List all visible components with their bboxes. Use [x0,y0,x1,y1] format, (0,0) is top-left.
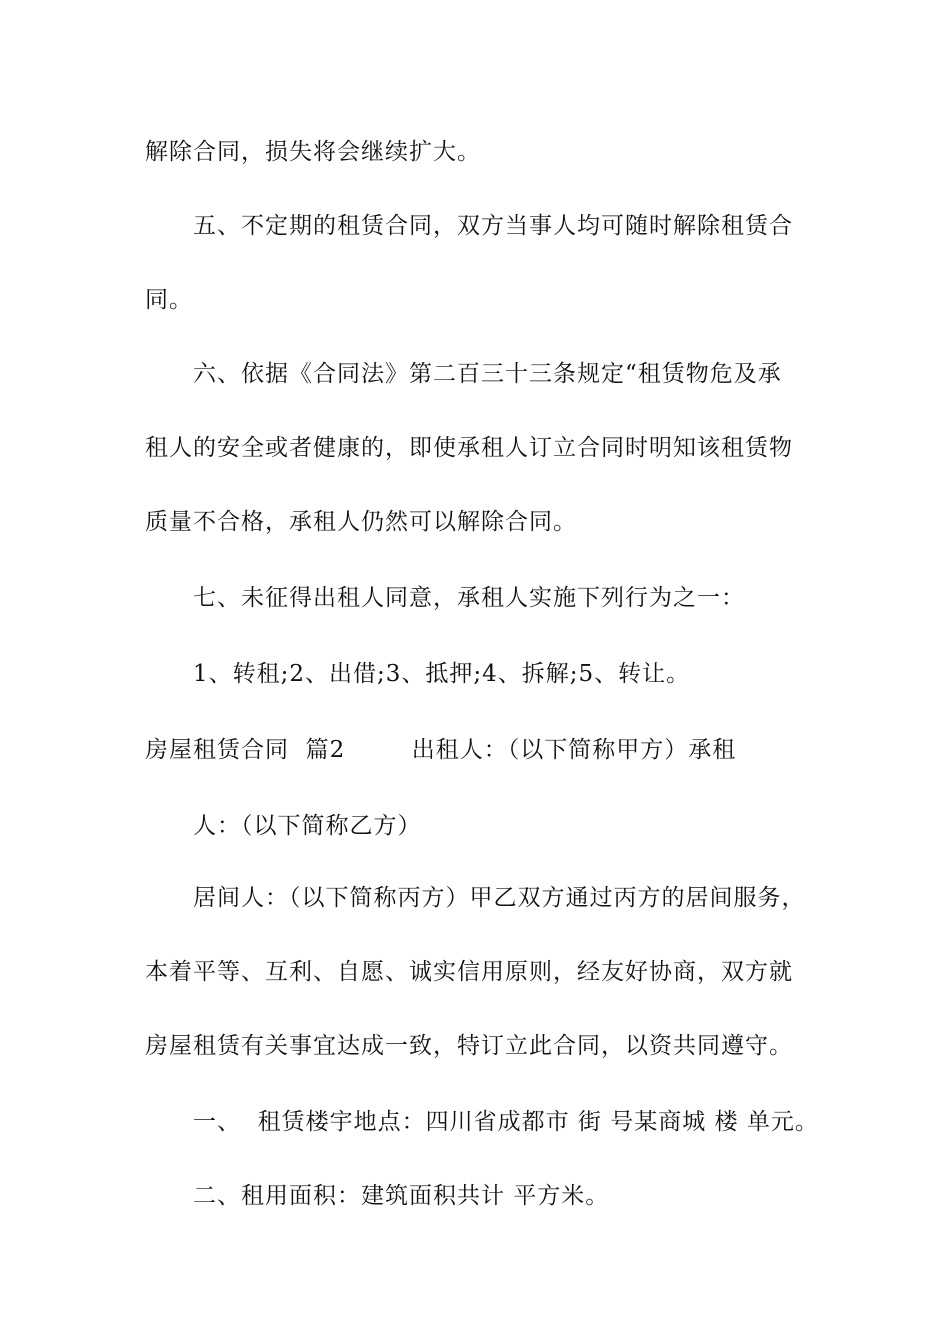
text-line: 居间人：（以下简称丙方）甲乙双方通过丙方的居间服务， [193,885,806,911]
text-line: 二、租用面积：建筑面积共计 平方米。 [193,1183,610,1209]
section-heading-line: 房屋租赁合同 篇2 出租人：（以下简称甲方）承租 [145,737,737,763]
text-line: 质量不合格，承租人仍然可以解除合同。 [145,509,577,535]
text-line: 一、 租赁楼宇地点：四川省成都市 街 号某商城 楼 单元。 [193,1109,819,1135]
text-line: 同。 [145,287,193,313]
text-line: 1、转租;2、出借;3、抵押;4、拆解;5、转让。 [193,661,691,687]
text-line: 六、依据《合同法》第二百三十三条规定“租赁物危及承 [193,361,782,387]
text-line: 五、不定期的租赁合同，双方当事人均可随时解除租赁合 [193,213,793,239]
text-line: 人：（以下简称乙方） [193,813,422,839]
text-line: 租人的安全或者健康的，即使承租人订立合同时明知该租赁物 [145,435,793,461]
text-line: 解除合同，损失将会继续扩大。 [145,139,481,165]
text-line: 七、未征得出租人同意，承租人实施下列行为之一： [193,585,745,611]
text-line: 房屋租赁有关事宜达成一致，特订立此合同，以资共同遵守。 [145,1033,793,1059]
text-line: 本着平等、互利、自愿、诚实信用原则，经友好协商，双方就 [145,959,793,985]
